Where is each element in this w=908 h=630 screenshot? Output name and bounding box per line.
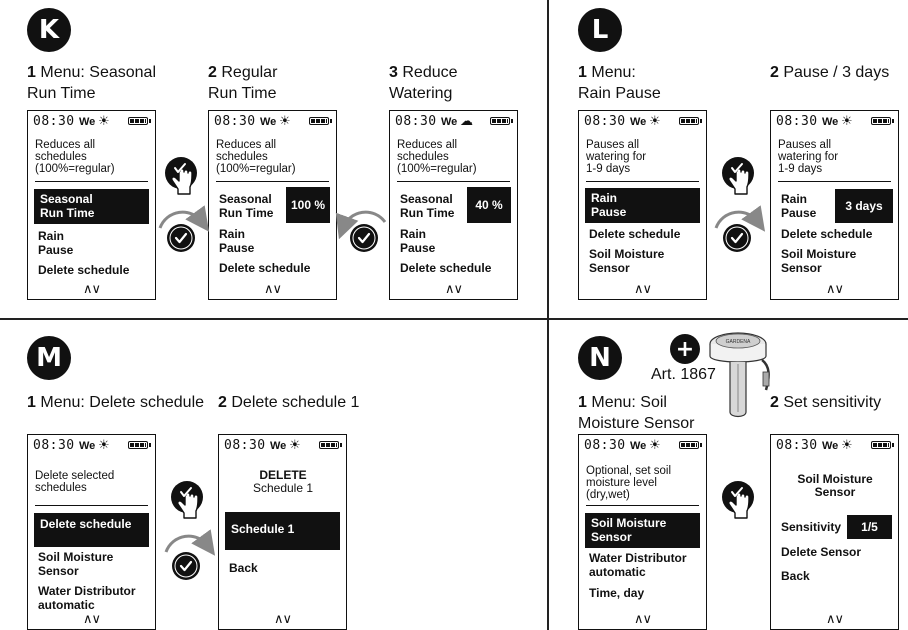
- menu-description: Reduces all schedules (100%=regular): [397, 139, 477, 175]
- menu-item-rain-pause[interactable]: Rain Pause: [219, 227, 255, 255]
- l-step-1: 1 Menu: Rain Pause: [578, 64, 661, 102]
- menu-description: Pauses all watering for 1-9 days: [778, 139, 839, 175]
- menu-description: Reduces all schedules (100%=regular): [216, 139, 296, 175]
- menu-item-delete-schedule[interactable]: Delete schedule: [219, 261, 311, 275]
- menu-item-time-day[interactable]: Time, day: [589, 586, 645, 600]
- menu-item-seasonal-run-time[interactable]: Seasonal Run Time: [219, 192, 274, 220]
- weekday: We: [79, 440, 96, 452]
- menu-item-seasonal-run-time[interactable]: Seasonal Run Time: [400, 192, 455, 220]
- k-step-3: 3 Reduce Watering: [389, 64, 458, 102]
- menu-item-delete-schedule[interactable]: Delete schedule: [38, 263, 130, 277]
- m-step-2: 2 Delete schedule 1: [218, 394, 360, 411]
- up-down-arrows-icon: ∧∨: [825, 611, 844, 626]
- sensor-brand-label: GARDENA: [725, 339, 751, 345]
- menu-item-back[interactable]: Back: [229, 561, 258, 575]
- sun-icon: ☀: [649, 437, 661, 452]
- clock: 08:30: [584, 114, 626, 129]
- clock: 08:30: [214, 114, 256, 129]
- menu-item-soil-moisture-sensor[interactable]: Soil Moisture Sensor: [38, 550, 114, 578]
- sun-icon: ☀: [841, 113, 853, 128]
- cloud-rain-icon: ☁: [460, 113, 473, 128]
- menu-item-schedule-1[interactable]: Schedule 1: [225, 512, 340, 550]
- k-step-1: 1 Menu: Seasonal Run Time: [27, 64, 156, 102]
- clock: 08:30: [395, 114, 437, 129]
- up-down-arrows-icon: ∧∨: [825, 281, 844, 296]
- l-step-2: 2 Pause / 3 days: [770, 64, 890, 81]
- up-down-arrows-icon: ∧∨: [82, 281, 101, 296]
- panel-l-badge: L: [578, 8, 622, 52]
- clock: 08:30: [776, 114, 818, 129]
- press-hand-icon: [165, 157, 197, 194]
- up-down-arrows-icon: ∧∨: [633, 281, 652, 296]
- weekday: We: [630, 116, 647, 128]
- up-down-arrows-icon: ∧∨: [82, 611, 101, 626]
- menu-description: Reduces all schedules (100%=regular): [35, 139, 115, 175]
- menu-item-rain-pause[interactable]: Rain Pause: [781, 192, 817, 220]
- menu-description: Delete selected schedules: [35, 470, 115, 494]
- m-step-1: 1 Menu: Delete schedule: [27, 394, 205, 411]
- n-step-1: 1 Menu: Soil Moisture Sensor: [578, 394, 695, 432]
- weekday: We: [822, 440, 839, 452]
- weekday: We: [270, 440, 287, 452]
- menu-item-soil-moisture-sensor[interactable]: Soil Moisture Sensor: [781, 247, 857, 275]
- weekday: We: [630, 440, 647, 452]
- menu-item-sensitivity[interactable]: Sensitivity: [781, 520, 842, 534]
- sun-icon: ☀: [649, 113, 661, 128]
- menu-item-delete-schedule[interactable]: Delete schedule: [589, 227, 681, 241]
- value-box[interactable]: 100 %: [286, 187, 330, 223]
- clock: 08:30: [33, 438, 75, 453]
- menu-item-water-distributor[interactable]: Water Distributor automatic: [589, 551, 687, 579]
- panel-n-badge: N: [578, 336, 622, 380]
- up-down-arrows-icon: ∧∨: [633, 611, 652, 626]
- clock: 08:30: [584, 438, 626, 453]
- menu-item-rain-pause[interactable]: Rain Pause: [400, 227, 436, 255]
- confirm-button-icon[interactable]: [350, 224, 378, 252]
- menu-item-soil-moisture-sensor[interactable]: Soil Moisture Sensor: [585, 513, 700, 548]
- screen-heading: DELETE Schedule 1: [252, 468, 314, 495]
- forward-arrow-icon: [166, 536, 208, 552]
- weekday: We: [79, 116, 96, 128]
- menu-item-soil-moisture-sensor[interactable]: Soil Moisture Sensor: [589, 247, 665, 275]
- sun-icon: ☀: [279, 113, 291, 128]
- sun-icon: ☀: [841, 437, 853, 452]
- article-number: Art. 1867: [651, 366, 716, 383]
- screen-heading: Soil Moisture Sensor: [797, 472, 873, 499]
- menu-description: Optional, set soil moisture level (dry,wet): [586, 465, 672, 501]
- menu-item-delete-schedule[interactable]: Delete schedule: [781, 227, 873, 241]
- value-box[interactable]: 3 days: [835, 189, 893, 223]
- menu-item-rain-pause[interactable]: Rain Pause: [585, 188, 700, 223]
- menu-item-back[interactable]: Back: [781, 569, 810, 583]
- press-hand-icon: [722, 157, 754, 194]
- up-down-arrows-icon: ∧∨: [263, 281, 282, 296]
- panel-k-badge: K: [27, 8, 71, 52]
- press-hand-icon: [722, 481, 754, 518]
- value-box[interactable]: 40 %: [467, 187, 511, 223]
- k-step-2: 2 Regular Run Time: [208, 64, 278, 102]
- value-box[interactable]: 1/5: [847, 515, 892, 539]
- menu-item-seasonal-run-time[interactable]: Seasonal Run Time: [34, 189, 149, 224]
- sun-icon: ☀: [289, 437, 301, 452]
- clock: 08:30: [776, 438, 818, 453]
- confirm-button-icon[interactable]: [723, 224, 751, 252]
- menu-item-delete-sensor[interactable]: Delete Sensor: [781, 545, 862, 559]
- weekday: We: [441, 116, 458, 128]
- plus-icon: +: [670, 334, 700, 364]
- sun-icon: ☀: [98, 437, 110, 452]
- weekday: We: [260, 116, 277, 128]
- confirm-button-icon[interactable]: [172, 552, 200, 580]
- press-hand-icon: [171, 481, 203, 518]
- menu-description: Pauses all watering for 1-9 days: [586, 139, 647, 175]
- up-down-arrows-icon: ∧∨: [273, 611, 292, 626]
- panel-m-badge: M: [27, 336, 71, 380]
- clock: 08:30: [224, 438, 266, 453]
- clock: 08:30: [33, 114, 75, 129]
- menu-item-rain-pause[interactable]: Rain Pause: [38, 229, 74, 257]
- sun-icon: ☀: [98, 113, 110, 128]
- up-down-arrows-icon: ∧∨: [444, 281, 463, 296]
- weekday: We: [822, 116, 839, 128]
- menu-item-water-distributor[interactable]: Water Distributor automatic: [38, 584, 136, 612]
- n-step-2: 2 Set sensitivity: [770, 394, 882, 411]
- confirm-button-icon[interactable]: [167, 224, 195, 252]
- soil-moisture-sensor-illustration: [710, 333, 769, 417]
- menu-item-delete-schedule[interactable]: Delete schedule: [400, 261, 492, 275]
- menu-item-delete-schedule[interactable]: Delete schedule: [34, 513, 149, 547]
